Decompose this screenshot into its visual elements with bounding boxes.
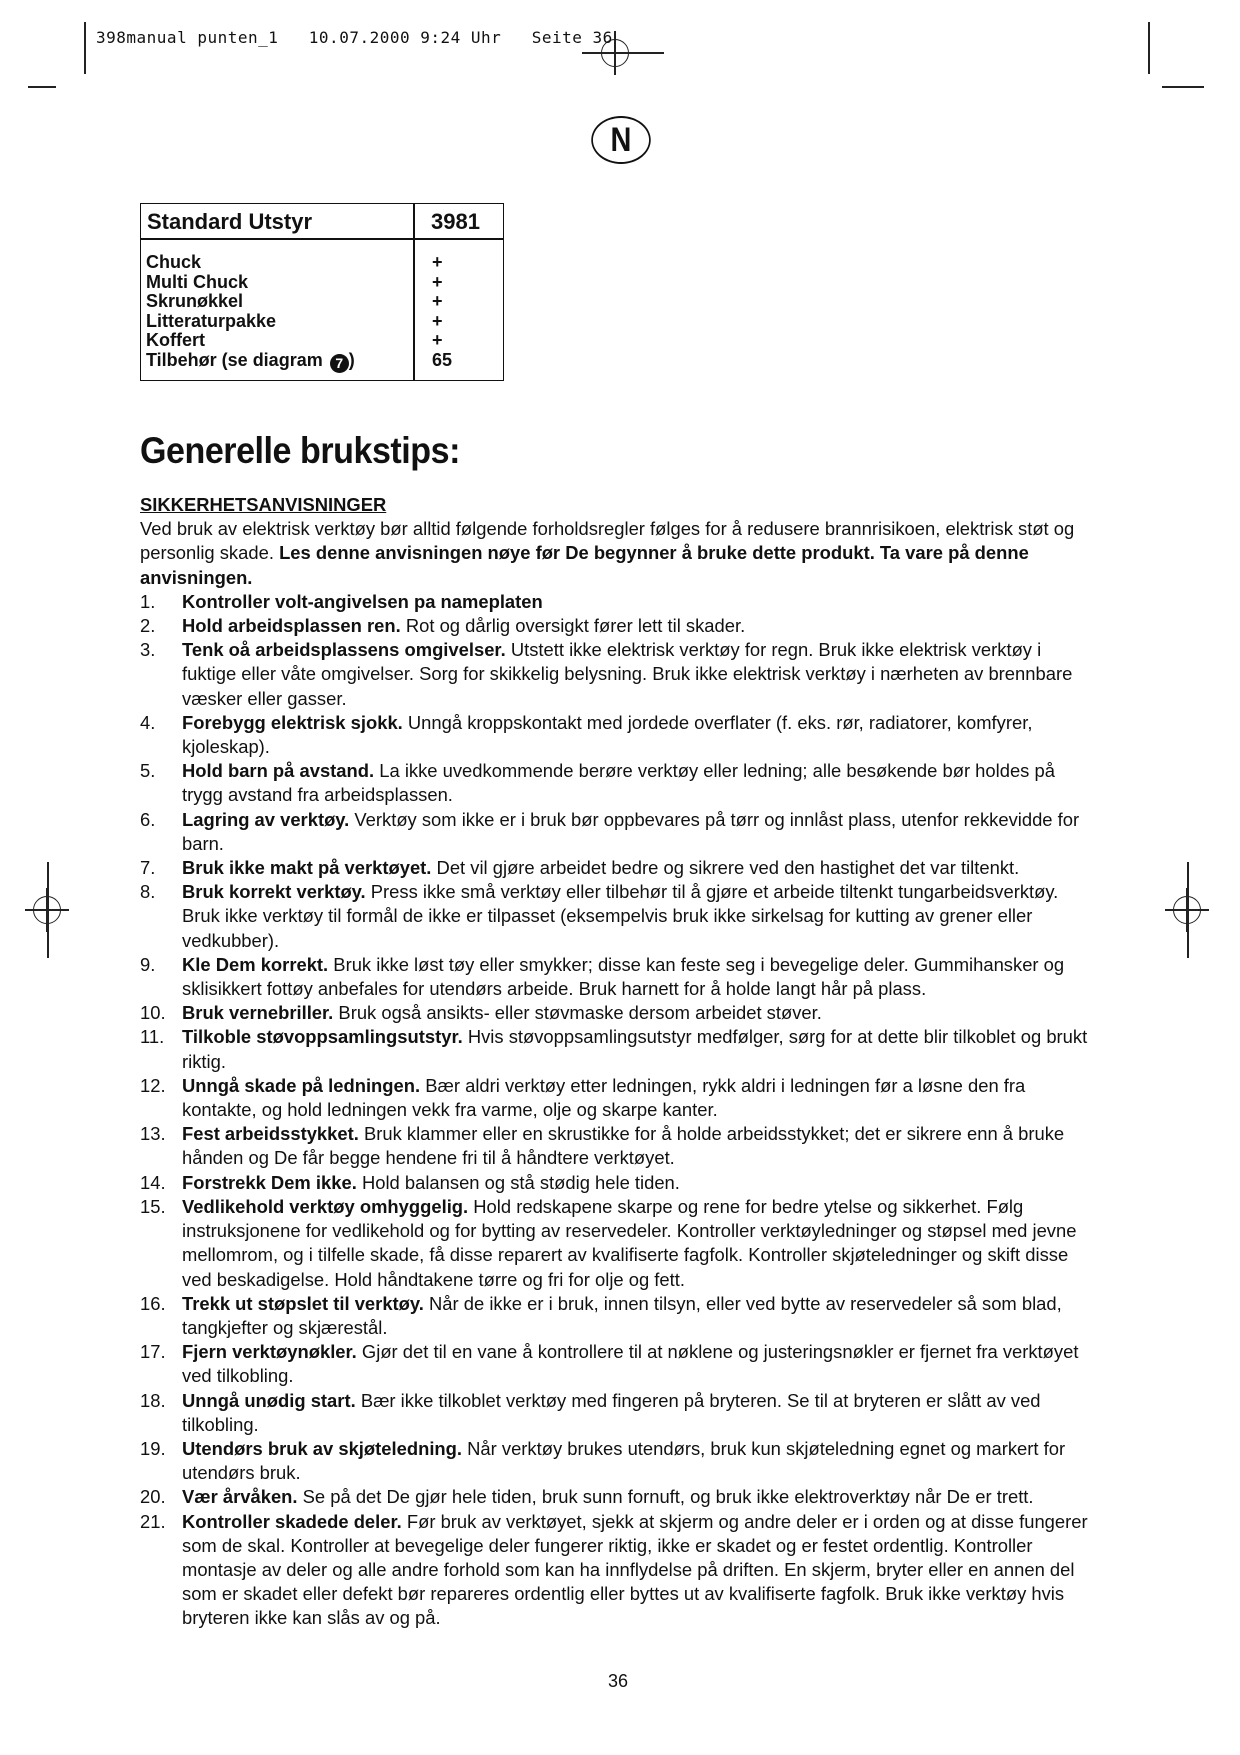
rule-text: Det vil gjøre arbeidet bedre og sikrere ved den hastighet det var tiltenkt. [436,857,1020,879]
table-column-divider [413,204,415,380]
rule-number: 9. [140,953,156,975]
safety-rule [140,1389,1100,1437]
safety-rules-list [140,590,1100,1631]
rule-number: 21. [140,1510,166,1532]
table-item: Skrunøkkel [146,291,244,311]
rule-lead: Utendørs bruk av skjøteledning. [182,1437,462,1459]
safety-rule [140,856,1100,880]
table-value: + [432,291,443,311]
crop-mark-top-left-horizontal [28,86,56,88]
rule-text: Før bruk av verktøyet, sjekk at skjerm og andre deler er i orden og at disse fungerer som de skal. Kontroller at bevegelige deler fungerer riktig, ikke er skadet og er festet ordentlig. Kontroller montasje av deler og alle andre forhold som kan ha innflydelse på driften. En skjerm, bryter eller en annen del som er skadet eller defekt bør repareres ordentlig eller byttes ut av kvalifiserte fagfolk. Bruk ikke verktøy hvis bryteren ikke kan slås av og på. [182,1510,1088,1629]
safety-rule [140,808,1100,856]
safety-rule [140,1292,1100,1340]
safety-rule [140,638,1100,711]
rule-lead: Fjern verktøynøkler. [182,1341,357,1363]
table-header-name: Standard Utstyr [147,209,313,234]
crop-mark-top-right-vertical [1148,22,1150,74]
crop-mark-top-right-horizontal [1162,86,1204,88]
safety-rule [140,1340,1100,1388]
rule-number: 20. [140,1486,166,1508]
rule-lead: Hold arbeidsplassen ren. [182,615,401,637]
rule-text: Hold balansen og stå stødig hele tiden. [361,1171,680,1193]
rule-lead: Forebygg elektrisk sjokk. [182,711,403,733]
safety-section [140,493,1100,1631]
table-item: Multi Chuck [146,271,248,292]
safety-subhead: SIKKERHETSANVISNINGER [140,494,387,515]
rule-lead: Fest arbeidsstykket. [182,1123,359,1145]
equipment-table [140,203,504,381]
safety-rule [140,1074,1100,1122]
table-value: + [432,330,443,350]
rule-lead: Kle Dem korrekt. [182,953,329,975]
safety-rule [140,711,1100,759]
diagram-number-badge: 7 [330,354,349,373]
rule-text: La ikke uvedkommende berøre verktøy eller ledning; alle besøkende bør holdes på trygg avstand fra arbeidsplassen. [182,760,1055,806]
table-item-accessories [146,351,355,373]
safety-rule [140,1025,1100,1073]
rule-lead: Hold barn på avstand. [182,760,375,782]
rule-number: 11. [140,1026,165,1048]
rule-text: Press ikke små verktøy eller tilbehør til å gjøre et arbeide tiltenkt tungarbeidsverktøy. Bruk ikke verktøy til formål de ikke er tilpasset (eksempelvis bruk ikke sirkelsag for kutting av grener eller vedkubber). [182,881,1059,951]
rule-lead: Kontroller skadede deler. [182,1510,402,1532]
rule-number: 19. [140,1437,166,1459]
rule-text: Bær aldri verktøy etter ledningen, rykk aldri i ledningen før a løsne den fra kontakte, og hold ledningen vekk fra varme, olje og skarpe kanter. [182,1074,1026,1121]
rule-text: Hvis støvoppsamlingsutstyr medfølger, sørg for at dette blir tilkoblet og brukt riktig. [182,1026,1088,1072]
safety-rule [140,1485,1100,1509]
rule-number: 6. [140,808,156,830]
safety-rule [140,1437,1100,1485]
rule-text: Bruk også ansikts- eller støvmaske dersom arbeidet støver. [338,1002,822,1024]
table-item: Litteraturpakke [146,310,277,331]
rule-text: Unngå kroppskontakt med jordede overflater (f. eks. rør, radiatorer, komfyrer, kjoleskap). [182,711,1033,758]
safety-rule [140,759,1100,807]
table-value: + [432,252,443,272]
table-header-divider [141,238,503,240]
rule-text: Bruk ikke løst tøy eller smykker; disse kan feste seg i bevegelige deler. Gummihansker og sklisikkert fottøy anbefales for utendørs arbeide. Bruk harnett for å holde langt hår på plass. [182,953,1065,1000]
rule-number: 5. [140,760,156,782]
safety-rule [140,614,1100,638]
intro-text: Ved bruk av elektrisk verktøy bør alltid følgende forholdsregler følges for å redusere brannrisikoen, elektrisk støt og personlig skade. [140,518,1075,564]
safety-rule [140,1195,1100,1292]
rule-number: 13. [140,1123,166,1145]
rule-lead: Lagring av verktøy. [182,808,350,830]
rule-lead: Bruk ikke makt på verktøyet. [182,857,432,879]
rule-text: Utstett ikke elektrisk verktøy for regn. Bruk ikke elektrisk verktøy i fuktige eller våte omgivelser. Sorg for skikkelig belysning. Bruk ikke elektrisk verktøy i nærheten av brennbare væsker eller gasser. [182,639,1073,709]
table-value: + [432,271,443,292]
rule-lead: Tenk oå arbeidsplassens omgivelser. [182,639,506,661]
table-value-list [432,253,452,370]
table-item: Koffert [146,330,205,350]
rule-lead: Unngå skade på ledningen. [182,1074,421,1096]
registration-line-left [47,862,49,958]
page-number: 36 [608,1671,629,1691]
rule-lead: Vær årvåken. [182,1486,298,1508]
safety-rule [140,1001,1100,1025]
table-value: 65 [432,349,453,370]
rule-number: 2. [140,615,156,637]
safety-rule [140,880,1100,953]
rule-text: Gjør det til en vane å kontrollere til at nøklene og justeringsnøkler er fjernet fra verktøyet ved tilkobling. [182,1341,1079,1387]
safety-rule [140,953,1100,1001]
table-item-label: Tilbehør (se diagram [146,349,323,370]
rule-number: 1. [140,590,156,612]
rule-lead: Tilkoble støvoppsamlingsutstyr. [182,1026,463,1048]
rule-number: 10. [140,1002,166,1024]
section-title: Generelle brukstips: [140,430,460,471]
table-item-list [146,253,355,373]
crop-mark-top-left-vertical [84,22,86,74]
rule-number: 8. [140,881,156,903]
rule-text: Se på det De gjør hele tiden, bruk sunn fornuft, og bruk ikke elektroverktøy når De er trett. [302,1486,1034,1508]
rule-lead: Trekk ut støpslet til verktøy. [182,1292,424,1314]
rule-number: 4. [140,711,156,733]
table-item-suffix: ) [348,349,355,370]
safety-intro [140,517,1100,590]
rule-lead: Vedlikehold verktøy omhyggelig. [182,1195,469,1217]
print-header: 398manual punten_1 10.07.2000 9:24 Uhr Seite 36 [96,28,613,47]
rule-lead: Bruk korrekt verktøy. [182,881,366,903]
rule-number: 16. [140,1292,166,1314]
safety-rule [140,1171,1100,1195]
rule-lead: Kontroller volt-angivelsen pa nameplaten [182,590,543,612]
language-badge: N [591,116,651,164]
rule-number: 17. [140,1341,166,1363]
rule-lead: Forstrekk Dem ikke. [182,1171,357,1193]
rule-text: Bær ikke tilkoblet verktøy med fingeren på bryteren. Se til at bryteren er slått av ved tilkobling. [182,1389,1041,1435]
rule-number: 18. [140,1389,166,1411]
intro-bold: Les denne anvisningen nøye før De begynner å bruke dette produkt. Ta vare på denne anvisningen. [140,542,1029,588]
rule-text: Rot og dårlig oversigkt fører lett til skader. [405,615,746,637]
rule-text: Bruk klammer eller en skrustikke for å holde arbeidsstykket; det er sikrere enn å bruke hånden og De får begge hendene fri til å håndtere verktøyet. [182,1123,1065,1169]
rule-lead: Unngå unødig start. [182,1389,356,1411]
rule-number: 3. [140,639,156,661]
rule-text: Når de ikke er i bruk, innen tilsyn, eller ved bytte av reservedeler så som blad, tangkjefter og skjærestål. [182,1292,1062,1338]
safety-rule [140,1122,1100,1170]
rule-number: 12. [140,1074,166,1096]
rule-text: Hold redskapene skarpe og rene for bedre ytelse og sikkerhet. Følg instruksjonene for vedlikehold og for bytting av reservedeler. Kontroller verktøyledninger og støpsel med jevne mellomrom, og i tilfelle skade, få disse reparert av kvalifiserte fagfolk. Kontroller skjøteledninger og skift disse ved beskadigelse. Hold håndtakene tørre og fri for olje og fett. [182,1195,1077,1290]
rule-text: Verktøy som ikke er i bruk bør oppbevares på tørr og innlåst plass, utenfor rekkevidde for barn. [182,808,1080,854]
rule-number: 14. [140,1171,166,1193]
table-value: + [432,310,443,331]
table-item: Chuck [146,252,202,272]
registration-line-right [1187,862,1189,958]
rule-lead: Bruk vernebriller. [182,1002,334,1024]
rule-number: 7. [140,857,156,879]
rule-number: 15. [140,1195,166,1217]
rule-text: Når verktøy brukes utendørs, bruk kun skjøteledning egnet og markert for utendørs bruk. [182,1437,1066,1484]
safety-rule [140,590,1100,614]
table-header-model: 3981 [431,209,480,234]
safety-rule [140,1510,1100,1631]
